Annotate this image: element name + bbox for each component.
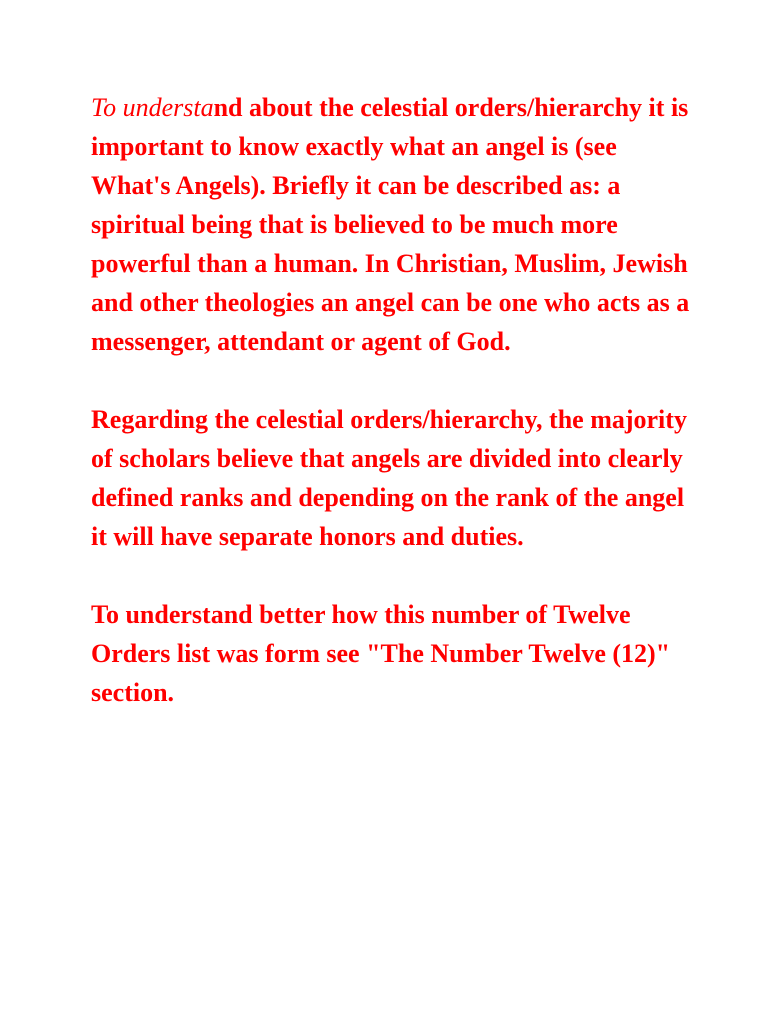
italic-lead-text: To understa: [91, 93, 214, 122]
paragraph-angel-definition: [91, 88, 691, 361]
paragraph-text: nd about the celestial orders/hierarchy it is important to know exactly what an angel is (see What's Angels). Briefly it can be described as: a spiritual being that is believed to be much more powerful than a human. In Christian, Muslim, Jewish and other theologies an angel can be one who acts as a messenger, attendant or agent of God.: [91, 93, 690, 356]
paragraph-celestial-orders: [91, 400, 691, 556]
document-body: [91, 88, 691, 751]
paragraph-number-twelve: [91, 595, 691, 712]
paragraph-text: To understand better how this number of Twelve Orders list was form see "The Number Twelve (12)" section.: [91, 600, 671, 707]
paragraph-text: Regarding the celestial orders/hierarchy, the majority of scholars believe that angels are divided into clearly defined ranks and depending on the rank of the angel it will have separate honors and duties.: [91, 405, 687, 551]
